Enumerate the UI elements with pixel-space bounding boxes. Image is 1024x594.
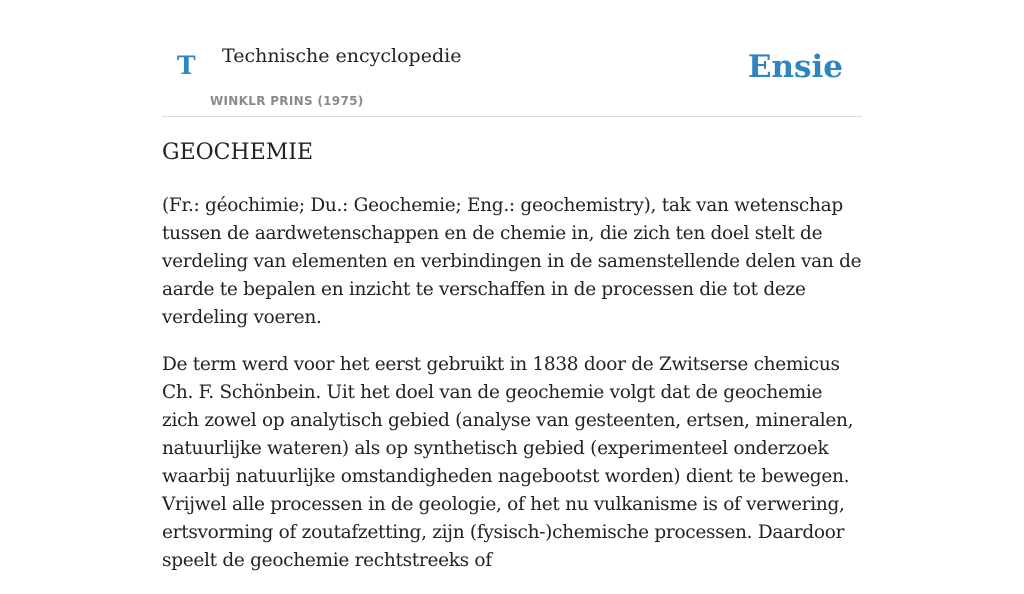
header	[162, 0, 862, 117]
book-title-link[interactable]: Technische encyclopedie	[222, 45, 462, 67]
book-logo-icon[interactable]: T	[177, 51, 196, 80]
article-paragraph: (Fr.: géochimie; Du.: Geochemie; Eng.: geochemistry), tak van wetenschap tussen de aardwetenschappen en de chemie in, die zich ten doel stelt de verdeling van elementen en verbindingen in de samenstellende delen van de aarde te bepalen en inzicht te verschaffen in de processen die tot deze verdeling voeren.	[162, 195, 862, 328]
book-subtitle: WINKLR PRINS (1975)	[210, 94, 364, 108]
ensie-logo-link[interactable]: Ensie	[747, 49, 843, 85]
page	[162, 0, 862, 571]
article-body	[162, 192, 862, 594]
article-title: GEOCHEMIE	[162, 140, 314, 165]
article-paragraph: De term werd voor het eerst gebruikt in 1838 door de Zwitserse chemicus Ch. F. Schönbein. Uit het doel van de geochemie volgt dat de geochemie zich zowel op analytisch gebied (analyse van gesteenten, ertsen, mineralen, natuurlijke wateren) als op synthetisch gebied (experimenteel onderzoek waarbij natuurlijke omstandigheden nagebootst worden) dient te bewegen. Vrijwel alle processen in de geologie, of het nu vulkanisme is of verwering, ertsvorming of zoutafzetting, zijn (fysisch-)chemische processen. Daardoor speelt de geochemie rechtstreeks of	[162, 354, 854, 571]
